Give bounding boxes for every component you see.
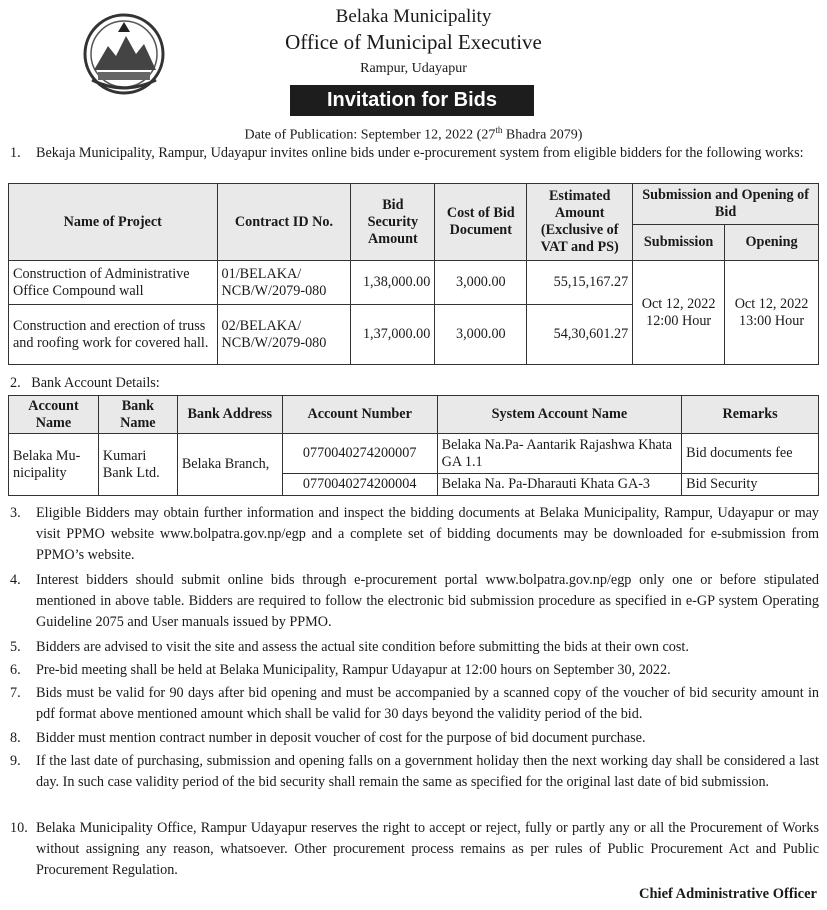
notice-title-banner: Invitation for Bids <box>290 85 534 116</box>
header-contract-id: Contract ID No. <box>217 184 351 261</box>
clause-8 <box>10 728 819 749</box>
system-account-name: Belaka Na. Pa-Dharauti Khata GA-3 <box>437 474 682 496</box>
clause-number: 9. <box>10 753 21 769</box>
works-table <box>8 183 819 365</box>
clause-2 <box>10 374 160 392</box>
remarks: Bid documents fee <box>682 434 819 474</box>
account-number: 0770040274200004 <box>282 474 437 496</box>
header-estimated-amount: Estimated Amount (Exclusive of VAT and PS) <box>527 184 633 261</box>
signature-title: Chief Administrative Officer <box>639 886 817 902</box>
clause-number: 3. <box>10 505 21 521</box>
remarks: Bid Security <box>682 474 819 496</box>
office-location: Rampur, Udayapur <box>360 61 467 76</box>
clause-number: 8. <box>10 730 21 746</box>
municipality-name: Belaka Municipality <box>335 6 492 27</box>
clause-9 <box>10 751 819 793</box>
bank-address: Belaka Branch, <box>177 434 282 496</box>
clause-text: Eligible Bidders may obtain further information and inspect the bidding documents at Belaka Municipality, Rampur, Udayapur or may visit PPMO website www.bolpatra.gov.np/egp and a complete set of bidding documents may be downloaded for e-submission from PPMO’s website. <box>36 505 819 563</box>
clause-5 <box>10 637 819 658</box>
clause-number: 1. <box>10 145 21 161</box>
clause-text: Pre-bid meeting shall be held at Belaka Municipality, Rampur Udayapur at 12:00 hours on September 30, 2022. <box>36 662 671 678</box>
bid-security: 1,38,000.00 <box>351 261 435 305</box>
opening-date: Oct 12, 2022 13:00 Hour <box>725 261 819 365</box>
clause-text: Belaka Municipality Office, Rampur Udayapur reserves the right to accept or reject, fully or partly any or all the Procurement of Works without assigning any reason, whatsoever. Other procurement process remains as per rules of Public Procurement Act and Public Procurement Regulation. <box>36 820 819 878</box>
clause-text: Interest bidders should submit online bids through e-procurement portal www.bolpatra.gov.np/egp only one or before stipulated mentioned in above table. Bidders are required to follow the electronic bid submission procedure as specified in e-GP system Operating Guideline 2075 and User manuals issued by PPMO. <box>36 572 819 630</box>
clause-number: 6. <box>10 662 21 678</box>
clause-number: 7. <box>10 685 21 701</box>
system-account-name: Belaka Na.Pa- Aantarik Rajashwa Khata GA 1.1 <box>437 434 682 474</box>
table-row <box>9 434 819 474</box>
clause-1 <box>10 143 819 164</box>
contract-id: 01/BELAKA/ NCB/W/2079-080 <box>217 261 351 305</box>
publication-date: Date of Publication: September 12, 2022 (27th Bhadra 2079) <box>244 125 583 143</box>
header-cost-bid-document: Cost of Bid Document <box>435 184 527 261</box>
clause-text: Bidders are advised to visit the site and assess the actual site condition before submitting the bids at their own cost. <box>36 639 689 655</box>
bid-cost: 3,000.00 <box>435 305 527 365</box>
clause-3 <box>10 503 819 566</box>
bank-account-table <box>8 395 819 496</box>
submission-date: Oct 12, 2022 12:00 Hour <box>633 261 725 365</box>
header-submission-opening: Submission and Opening of Bid <box>633 184 819 225</box>
clause-7 <box>10 683 819 725</box>
clause-number: 10. <box>10 820 28 836</box>
header-project: Name of Project <box>9 184 218 261</box>
bid-cost: 3,000.00 <box>435 261 527 305</box>
clause-text: If the last date of purchasing, submission and opening falls on a government holiday then the next working day shall be considered a last day. In such case validity period of the bid security shall remain the same as specified for the original last date of bid submission. <box>36 753 819 790</box>
clause-6 <box>10 660 819 681</box>
contract-id: 02/BELAKA/ NCB/W/2079-080 <box>217 305 351 365</box>
clause-number: 2. <box>10 375 21 391</box>
clause-text: Bank Account Details: <box>31 375 160 391</box>
header-opening: Opening <box>725 225 819 261</box>
table-row <box>9 261 819 305</box>
clause-text: Bids must be valid for 90 days after bid opening and must be accompanied by a scanned copy of the voucher of bid security amount in pdf format above mentioned amount which shall be valid for 30 days beyond the validity period of the bid. <box>36 685 819 722</box>
clause-text: Bekaja Municipality, Rampur, Udayapur invites online bids under e-procurement system from eligible bidders for the following works: <box>36 145 804 161</box>
clause-number: 5. <box>10 639 21 655</box>
clause-10 <box>10 818 819 881</box>
project-name: Construction and erection of truss and roofing work for covered hall. <box>9 305 218 365</box>
bank-name: Kumari Bank Ltd. <box>98 434 177 496</box>
clause-number: 4. <box>10 572 21 588</box>
account-number: 0770040274200007 <box>282 434 437 474</box>
header-account-number: Account Number <box>282 396 437 434</box>
clause-text: Bidder must mention contract number in deposit voucher of cost for the purpose of bid document purchase. <box>36 730 646 746</box>
header-bid-security: Bid Security Amount <box>351 184 435 261</box>
header-submission: Submission <box>633 225 725 261</box>
header-bank-address: Bank Address <box>177 396 282 434</box>
estimated-amount: 54,30,601.27 <box>527 305 633 365</box>
estimated-amount: 55,15,167.27 <box>527 261 633 305</box>
notice-header <box>0 0 827 143</box>
project-name: Construction of Administrative Office Compound wall <box>9 261 218 305</box>
header-account-name: Account Name <box>9 396 99 434</box>
header-remarks: Remarks <box>682 396 819 434</box>
bid-security: 1,37,000.00 <box>351 305 435 365</box>
office-name: Office of Municipal Executive <box>285 30 542 54</box>
account-name: Belaka Mu-nicipality <box>9 434 99 496</box>
header-system-account-name: System Account Name <box>437 396 682 434</box>
header-bank-name: Bank Name <box>98 396 177 434</box>
clause-4 <box>10 570 819 633</box>
